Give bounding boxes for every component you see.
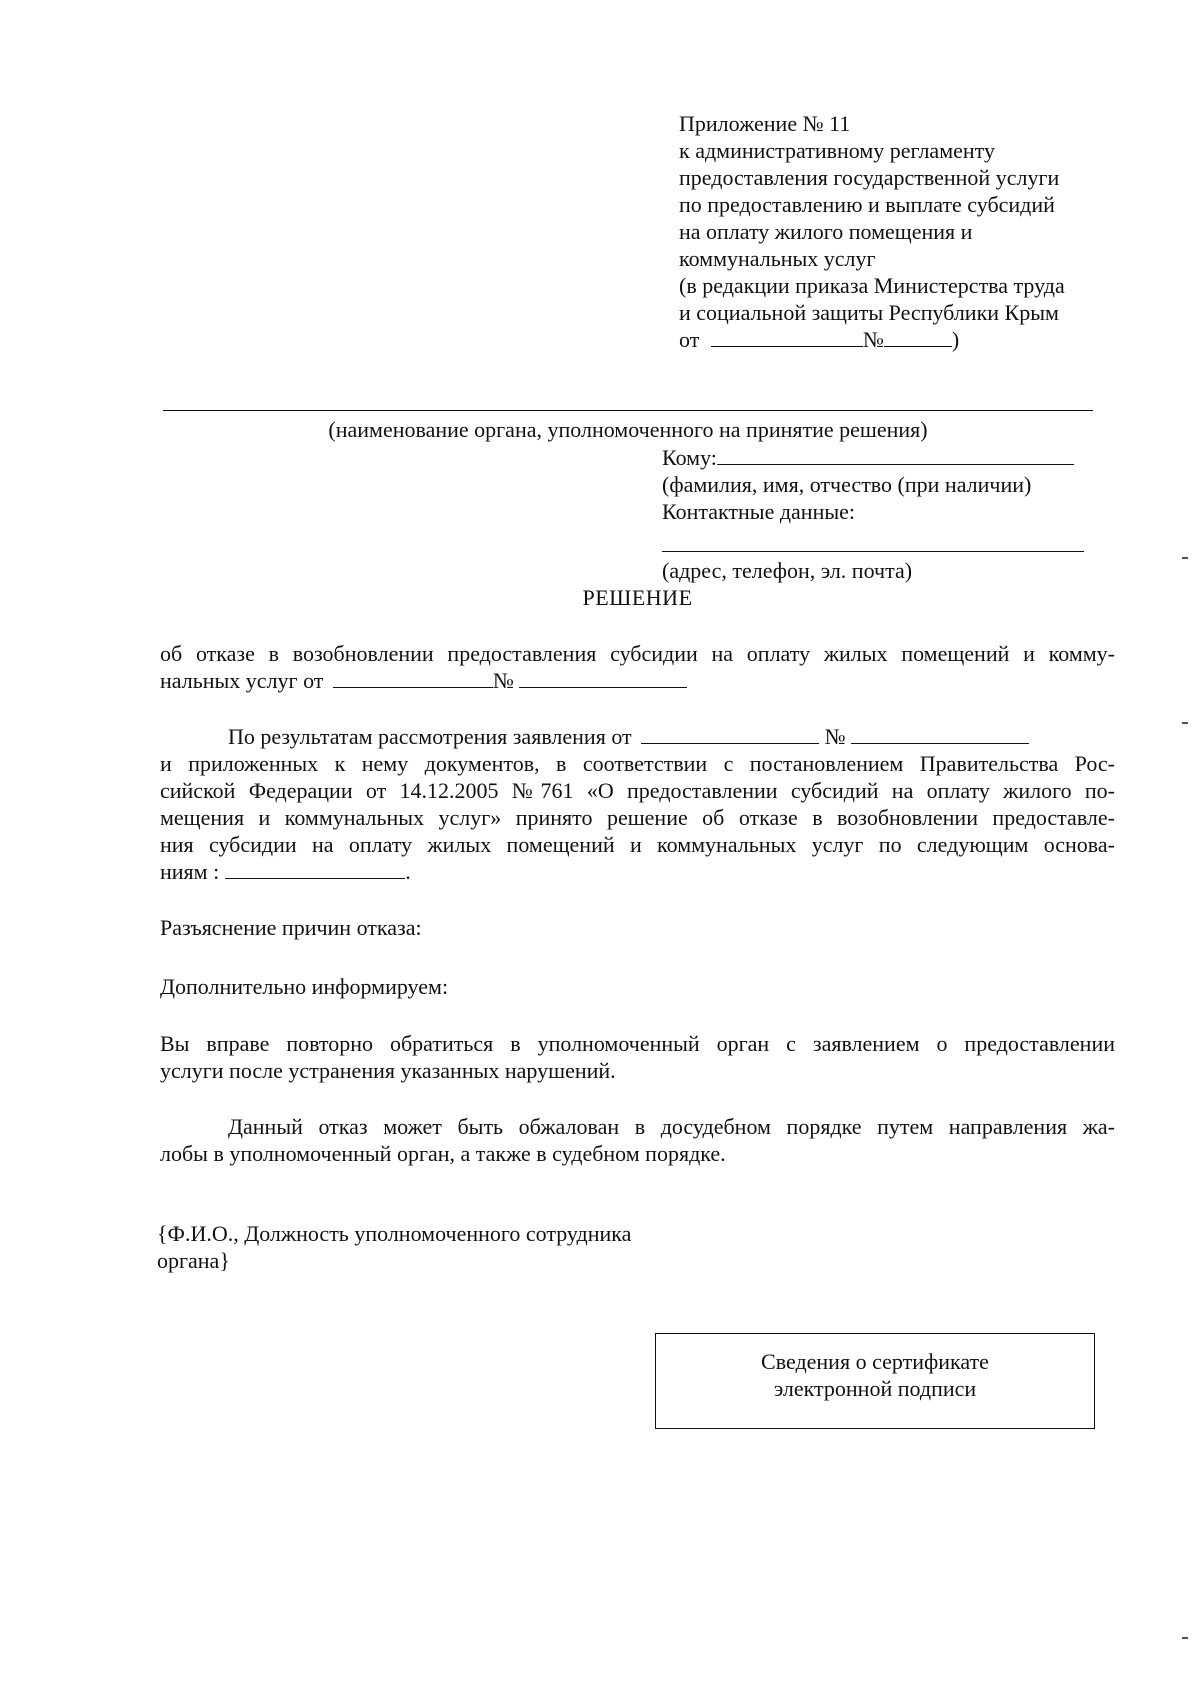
body-paragraph [160,723,1115,885]
appendix-date-line [679,326,1149,353]
reapply-paragraph [160,1030,1115,1084]
appendix-line: коммунальных услуг [679,246,876,271]
authority-caption: (наименование органа, уполномоченного на принятие решения) [328,417,928,442]
explanation-paragraph [160,914,1115,941]
subject-paragraph [160,640,1115,694]
body-line: ния субсидии на оплату жилых помещений и коммунальных услуг по следующим основа- [160,832,1115,857]
appendix-line: на оплату жилого помещения и [679,219,973,244]
scan-speck [1182,722,1188,724]
recipient-name-blank[interactable] [717,446,1074,465]
subject-line: об отказе в возобновлении предоставления субсидии на оплату жилых помещений и комму- [160,641,1115,666]
appendix-line: Приложение № 11 [679,111,851,136]
signatory-block [157,1220,717,1274]
appendix-line: (в редакции приказа Министерства труда [679,273,1065,298]
body-grounds-suffix: . [405,859,411,884]
appendix-date-prefix: от [679,327,700,352]
appeal-line: лобы в уполномоченный орган, а также в судебном порядке. [160,1141,726,1166]
additional-paragraph [160,973,1115,1000]
document-title: РЕШЕНИЕ [582,585,693,610]
appendix-number-sign: № [862,327,884,352]
appendix-closing-paren: ) [951,327,960,352]
application-number-blank[interactable] [851,725,1029,744]
appendix-header [679,110,1149,353]
appendix-line: и социальной защиты Республики Крым [679,300,1059,325]
grounds-blank[interactable] [225,860,405,879]
subject-number-sign: № [492,668,514,693]
appeal-paragraph [160,1113,1115,1167]
order-date-blank[interactable] [711,328,863,347]
subject-date-prefix: нальных услуг от [160,668,324,693]
appendix-line: к административному регламенту [679,138,995,163]
body-number-sign: № [824,724,846,749]
recipient-contact-rule [662,551,1084,552]
body-line [160,858,1115,885]
body-application-prefix: По результатам рассмотрения заявления от [228,724,632,749]
body-grounds-prefix: ниям : [160,859,220,884]
reapply-line: Вы вправе повторно обратиться в уполномоченный орган с заявлением о предоставлении [160,1031,1115,1056]
explanation-label: Разъяснение причин отказа: [160,915,422,940]
certificate-line: электронной подписи [773,1376,977,1401]
order-number-blank[interactable] [884,328,952,347]
recipient-block [662,444,1102,584]
signatory-line: органа} [157,1248,230,1273]
certificate-line: Сведения о сертификате [761,1349,989,1374]
body-line: и приложенных к нему документов, в соответствии с постановлением Правительства Рос- [160,751,1115,776]
reapply-line: услуги после устранения указанных нарушений. [160,1058,616,1083]
recipient-name-caption: (фамилия, имя, отчество (при наличии) [662,472,1032,497]
recipient-to-label: Кому: [662,445,717,470]
appendix-line: предоставления государственной услуги [679,165,1060,190]
body-line: сийской Федерации от 14.12.2005 №761 «О предоставлении субсидий на оплату жилого по- [160,778,1115,803]
additional-label: Дополнительно информируем: [160,974,449,999]
application-date-blank[interactable] [641,725,819,744]
decision-number-blank[interactable] [519,669,687,688]
scan-speck [1182,557,1188,559]
recipient-to-line [662,444,1102,471]
decision-date-blank[interactable] [333,669,493,688]
appendix-line: по предоставлению и выплате субсидий [679,192,1055,217]
recipient-contact-blank[interactable] [662,525,1102,552]
signature-certificate-box [655,1333,1095,1429]
authority-name-blank[interactable] [163,410,1093,411]
body-line: мещения и коммунальных услуг» принято решение об отказе в возобновлении предоставле- [160,805,1115,830]
scan-speck [1182,1637,1188,1639]
recipient-contact-label: Контактные данные: [662,499,855,524]
signatory-line: {Ф.И.О., Должность уполномоченного сотрудника [157,1221,632,1246]
subject-line [160,667,1115,694]
appeal-line: Данный отказ может быть обжалован в досудебном порядке путем направления жа- [228,1114,1115,1139]
recipient-contact-caption: (адрес, телефон, эл. почта) [662,558,913,583]
body-line [160,723,1115,750]
